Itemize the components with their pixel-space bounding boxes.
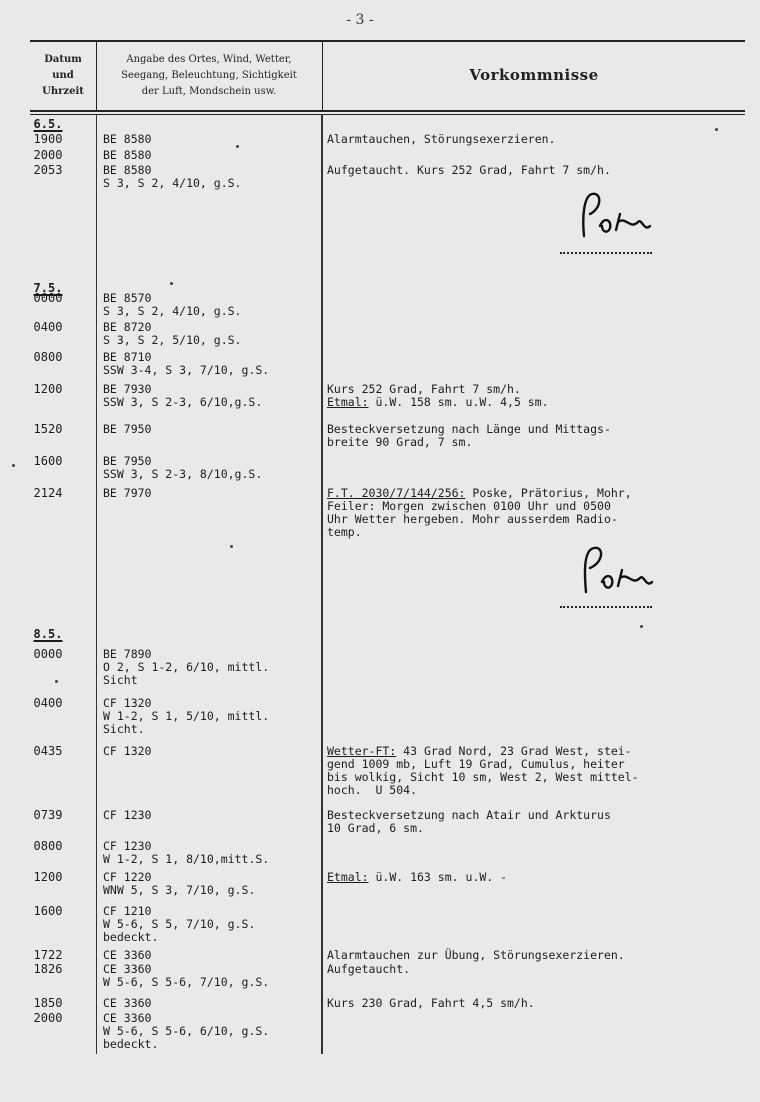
- event-text: Poske, Prätorius, Mohr, Feiler: Morgen zwischen 0100 Uhr und 0500 Uhr Wetter hergeben. Mohr ausserdem Radio- temp.: [327, 486, 632, 539]
- time-cell: 1850: [33, 996, 63, 1010]
- stray-mark: [236, 145, 239, 148]
- time-cell: 0435: [33, 744, 63, 758]
- stray-mark: [640, 625, 643, 628]
- time-cell: 0000: [33, 647, 63, 661]
- event-text: ü.W. 163 sm. u.W. -: [368, 870, 508, 884]
- time-cell: 1722: [33, 948, 63, 962]
- header-datum: [30, 52, 96, 100]
- event-text: Besteckversetzung nach Atair und Arkturus 10 Grad, 6 sm.: [327, 808, 611, 835]
- position-weather-cell: CF 1230 W 1-2, S 1, 8/10,mitt.S.: [103, 839, 270, 866]
- event-cell: [327, 871, 747, 884]
- time-cell: 0400: [33, 696, 63, 710]
- header-datum-line1: Datum: [44, 54, 82, 65]
- time-cell: 0000: [33, 291, 63, 305]
- column-divider-1: [96, 42, 97, 110]
- position-weather-cell: BE 7950: [103, 422, 152, 436]
- position-weather-cell: BE 7970: [103, 486, 152, 500]
- position-weather-cell: CE 3360: [103, 948, 152, 962]
- position-weather-cell: CF 1210 W 5-6, S 5, 7/10, g.S. bedeckt.: [103, 904, 256, 944]
- header-ort-line2: Seegang, Beleuchtung, Sichtigkeit: [121, 70, 297, 81]
- header-ort: [98, 52, 320, 100]
- time-cell: 2000: [33, 1011, 63, 1025]
- position-weather-cell: BE 8710 SSW 3-4, S 3, 7/10, g.S.: [103, 350, 270, 377]
- header-datum-line3: Uhrzeit: [42, 86, 84, 97]
- position-weather-cell: BE 7890 O 2, S 1-2, 6/10, mittl. Sicht: [103, 647, 270, 687]
- time-cell: 0800: [33, 350, 63, 364]
- position-weather-cell: BE 8570 S 3, S 2, 4/10, g.S.: [103, 291, 242, 318]
- time-cell: 2053: [33, 163, 63, 177]
- event-label: Etmal:: [327, 870, 369, 884]
- time-cell: 0400: [33, 320, 63, 334]
- time-cell: 1600: [33, 454, 63, 468]
- event-text: 43 Grad Nord, 23 Grad West, stei- gend 1009 mb, Luft 19 Grad, Cumulus, heiter bis wolkig, Sicht 10 sm, West 2, West mittel- hoch. U 504.: [327, 744, 639, 797]
- header-ort-line1: Angabe des Ortes, Wind, Wetter,: [126, 54, 292, 65]
- header-top-rule: [30, 40, 745, 42]
- position-weather-cell: BE 7930 SSW 3, S 2-3, 6/10,g.S.: [103, 382, 263, 409]
- time-cell: 1600: [33, 904, 63, 918]
- signature-2: [572, 540, 662, 600]
- event-label: F.T. 2030/7/144/256:: [327, 486, 466, 500]
- time-cell: 2000: [33, 148, 63, 162]
- time-cell: 1200: [33, 382, 63, 396]
- date-heading: 8.5.: [33, 627, 63, 641]
- position-weather-cell: CE 3360 W 5-6, S 5-6, 7/10, g.S.: [103, 962, 270, 989]
- position-weather-cell: CF 1220 WNW 5, S 3, 7/10, g.S.: [103, 870, 256, 897]
- header-bottom-rule-2: [30, 114, 745, 115]
- position-weather-cell: BE 8580: [103, 148, 152, 162]
- position-weather-cell: CF 1230: [103, 808, 152, 822]
- event-text: Alarmtauchen, Störungsexerzieren.: [327, 132, 556, 146]
- event-text: Kurs 252 Grad, Fahrt 7 sm/h.: [327, 382, 521, 396]
- time-cell: 1826: [33, 962, 63, 976]
- event-cell: [327, 383, 747, 409]
- column-divider-1-body: [96, 114, 97, 1054]
- event-text: Aufgetaucht. Kurs 252 Grad, Fahrt 7 sm/h.: [327, 163, 611, 177]
- stray-mark: [230, 545, 233, 548]
- event-text: ü.W. 158 sm. u.W. 4,5 sm.: [368, 395, 549, 409]
- signature-1: [572, 186, 662, 246]
- date-heading: 7.5.: [33, 281, 63, 295]
- event-text: Kurs 230 Grad, Fahrt 4,5 sm/h.: [327, 996, 535, 1010]
- page-number: - 3 -: [346, 12, 374, 28]
- event-cell: [327, 745, 747, 797]
- header-ort-line3: der Luft, Mondschein usw.: [141, 86, 277, 97]
- time-cell: 1200: [33, 870, 63, 884]
- position-weather-cell: BE 8580 S 3, S 2, 4/10, g.S.: [103, 163, 242, 190]
- date-heading: 6.5.: [33, 117, 63, 131]
- stray-mark: [715, 128, 718, 131]
- event-cell: [327, 487, 747, 539]
- position-weather-cell: BE 8720 S 3, S 2, 5/10, g.S.: [103, 320, 242, 347]
- time-cell: 1900: [33, 132, 63, 146]
- stray-mark: [170, 282, 173, 285]
- position-weather-cell: CF 1320: [103, 744, 152, 758]
- stray-mark: [55, 680, 58, 683]
- event-text: Alarmtauchen zur Übung, Störungsexerzieren.: [327, 948, 625, 962]
- signature-2-dots: [560, 606, 652, 608]
- event-label: Etmal:: [327, 395, 369, 409]
- time-cell: 2124: [33, 486, 63, 500]
- time-cell: 0800: [33, 839, 63, 853]
- position-weather-cell: CE 3360 W 5-6, S 5-6, 6/10, g.S. bedeckt.: [103, 1011, 270, 1051]
- position-weather-cell: BE 7950 SSW 3, S 2-3, 8/10,g.S.: [103, 454, 263, 481]
- column-divider-2: [322, 42, 323, 110]
- time-cell: 1520: [33, 422, 63, 436]
- header-bottom-rule: [30, 110, 745, 112]
- header-datum-line2: und: [52, 70, 74, 81]
- event-text: Besteckversetzung nach Länge und Mittags- breite 90 Grad, 7 sm.: [327, 422, 611, 449]
- position-weather-cell: CE 3360: [103, 996, 152, 1010]
- time-cell: 0739: [33, 808, 63, 822]
- header-vorkommnisse: Vorkommnisse: [469, 66, 599, 84]
- stray-mark: [12, 464, 15, 467]
- event-text: Aufgetaucht.: [327, 962, 411, 976]
- position-weather-cell: BE 8580: [103, 132, 152, 146]
- position-weather-cell: CF 1320 W 1-2, S 1, 5/10, mittl. Sicht.: [103, 696, 270, 736]
- signature-1-dots: [560, 252, 652, 254]
- event-label: Wetter-FT:: [327, 744, 397, 758]
